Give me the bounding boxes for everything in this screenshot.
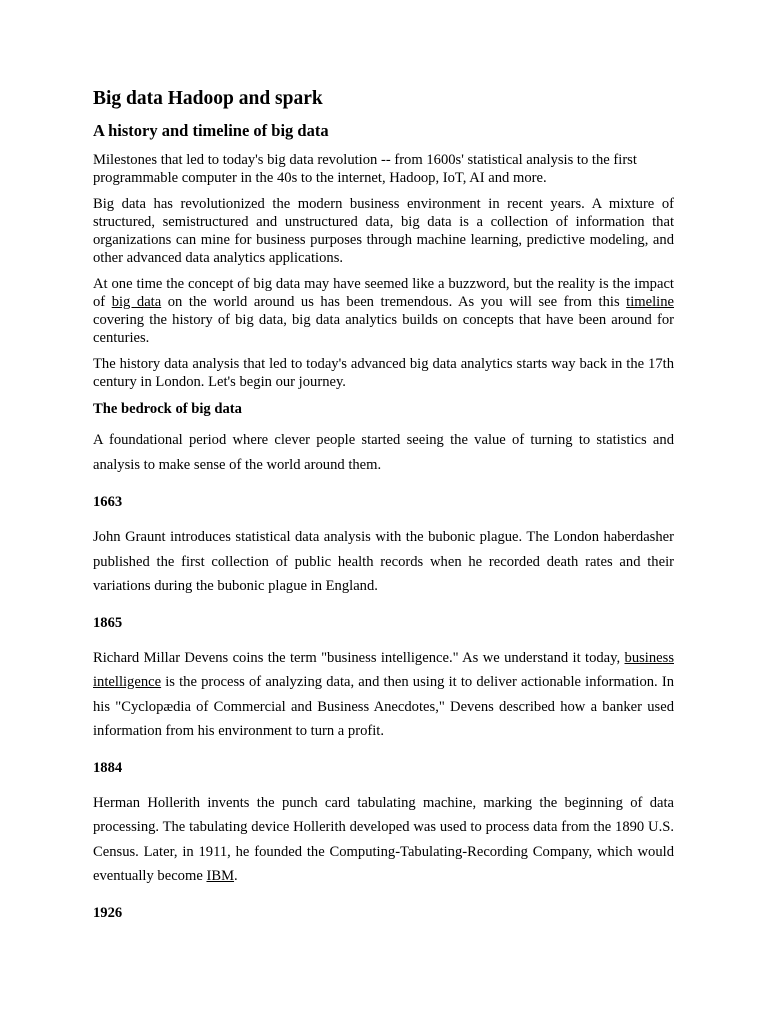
entry-1884-text-b: . [234, 868, 238, 884]
timeline-link[interactable]: timeline [626, 294, 674, 310]
entry-1865-text [93, 646, 674, 744]
year-heading-1926: 1926 [93, 904, 123, 921]
intro-paragraph: Milestones that led to today's big data revolution -- from 1600s' statistical analysis to the first programmable computer in the 40s to the internet, Hadoop, IoT, AI and more. [93, 152, 637, 186]
year-heading-1865: 1865 [93, 614, 123, 631]
business-intelligence-link[interactable]: business intelligence [93, 649, 674, 690]
paragraph-2-text-b: on the world around us has been tremendous. As you will see from this [161, 294, 627, 310]
paragraph-2-text-a: At one time the concept of big data may have seemed like a buzzword, but the reality is the impact of [93, 276, 674, 310]
big-data-link[interactable]: big data [111, 294, 162, 310]
entry-1663-text: John Graunt introduces statistical data analysis with the bubonic plague. The London haberdasher published the first collection of public health records when he recorded death rates and their variations during the bubonic plague in England. [93, 529, 674, 594]
entry-1884-text-a: Herman Hollerith invents the punch card tabulating machine, marking the beginning of data processing. The tabulating device Hollerith developed was used to process data from the 1890 U.S. Census. Later, in 1911, he founded the Computing-Tabulating-Recording Company, which would eventually become [93, 794, 674, 884]
ibm-link[interactable]: IBM [206, 868, 235, 884]
paragraph-1: Big data has revolutionized the modern business environment in recent years. A mixture of structured, semistructured and unstructured data, big data is a collection of information that organizations can mine for business purposes through machine learning, predictive modeling, and other advanced data analytics applications. [93, 196, 674, 266]
year-heading-1663: 1663 [93, 494, 123, 510]
section-heading: The bedrock of big data [93, 401, 242, 417]
entry-1884-text [93, 791, 674, 889]
paragraph-3: The history data analysis that led to today's advanced big data analytics starts way back in the 17th century in London. Let's begin our journey. [93, 356, 674, 390]
document-subtitle: A history and timeline of big data [93, 121, 329, 140]
section-intro: A foundational period where clever people started seeing the value of turning to statistics and analysis to make sense of the world around them. [93, 432, 674, 473]
year-heading-1884: 1884 [93, 759, 123, 776]
paragraph-2-text-c: covering the history of big data, big data analytics builds on concepts that have been around for centuries. [93, 312, 674, 346]
document-title: Big data Hadoop and spark [93, 88, 323, 109]
entry-1865-text-b: is the process of analyzing data, and then using it to deliver actionable information. In his "Cyclopædia of Commercial and Business Anecdotes," Devens described how a banker used information from his environment to turn a profit. [93, 674, 674, 739]
document-body [93, 86, 674, 922]
entry-1865-text-a: Richard Millar Devens coins the term "business intelligence." As we understand it today, [93, 649, 625, 666]
paragraph-2 [93, 275, 674, 347]
